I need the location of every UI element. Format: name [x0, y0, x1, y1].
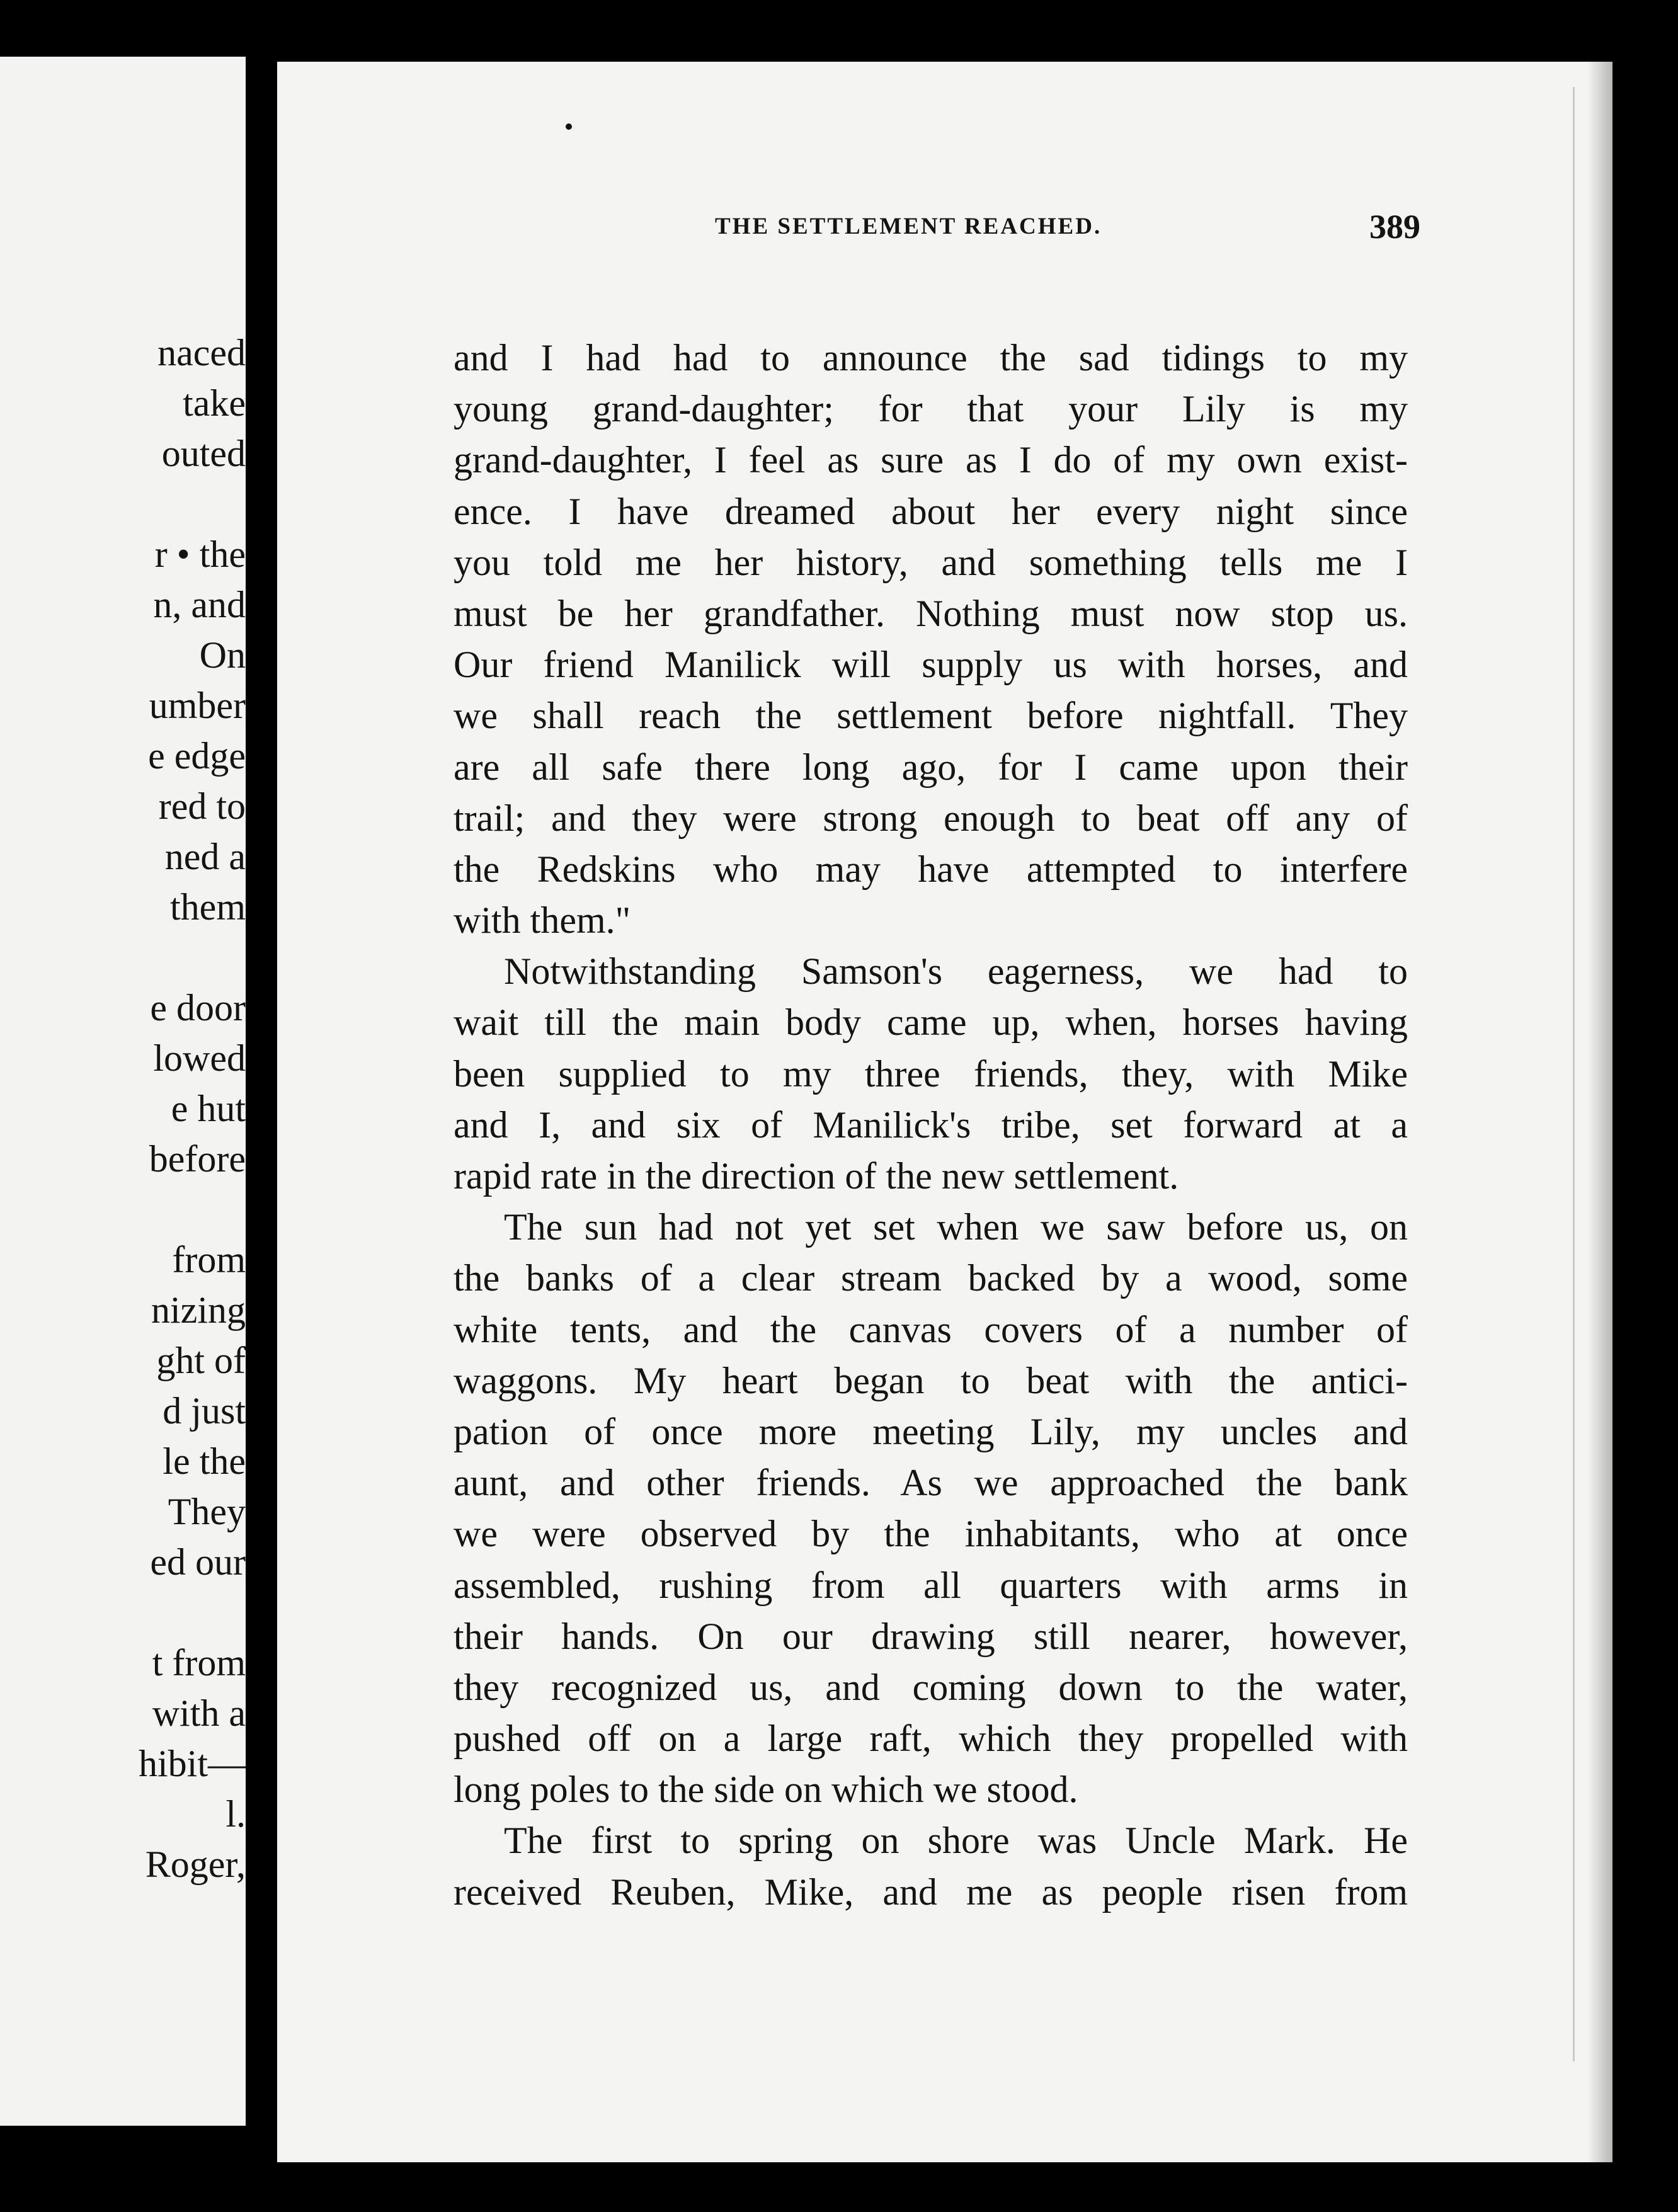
text-line: ence. I have dreamed about her every night since	[454, 490, 1408, 532]
text-line: trail; and they were strong enough to beat off any of	[454, 797, 1408, 839]
facing-page-line: ght of	[156, 1340, 246, 1381]
text-line: assembled, rushing from all quarters with arms in	[454, 1564, 1408, 1606]
text-line: waggons. My heart began to beat with the antici-	[454, 1359, 1408, 1401]
text-line: pation of once more meeting Lily, my uncles and	[454, 1410, 1408, 1452]
text-line: they recognized us, and coming down to the water,	[454, 1666, 1408, 1708]
page-body-text	[454, 333, 1408, 1918]
facing-page-line: ed our	[150, 1541, 246, 1583]
text-line: the banks of a clear stream backed by a wood, some	[454, 1257, 1408, 1299]
facing-page-line: n, and	[153, 584, 246, 625]
facing-page-line: before	[149, 1138, 246, 1180]
facing-page-left	[0, 57, 246, 2126]
facing-page-line: On	[199, 634, 246, 676]
text-line: aunt, and other friends. As we approached the bank	[454, 1462, 1408, 1504]
facing-page-line: r • the	[154, 533, 246, 575]
page-number: 389	[1369, 208, 1420, 246]
facing-page-line: take	[183, 382, 246, 424]
facing-page-line: from	[172, 1239, 246, 1280]
text-line: grand-daughter, I feel as sure as I do of my own exist-	[454, 439, 1408, 481]
text-line: we were observed by the inhabitants, who at once	[454, 1513, 1408, 1555]
text-line: rapid rate in the direction of the new settlement.	[454, 1155, 1179, 1197]
page-gutter-shadow	[1587, 62, 1612, 2162]
facing-page-line: lowed	[153, 1037, 246, 1079]
text-line: their hands. On our drawing still nearer, however,	[454, 1615, 1408, 1657]
facing-page-line: Roger,	[145, 1844, 246, 1885]
facing-page-line: them	[170, 886, 246, 928]
paragraph	[454, 1815, 1408, 1917]
text-line: Notwithstanding Samson's eagerness, we had to	[504, 950, 1408, 993]
text-line: been supplied to my three friends, they, with Mike	[454, 1052, 1408, 1095]
facing-page-line: le the	[163, 1440, 246, 1482]
text-line: wait till the main body came up, when, horses having	[454, 1001, 1408, 1044]
facing-page-line: red to	[158, 785, 246, 827]
text-line: pushed off on a large raft, which they propelled with	[454, 1718, 1408, 1760]
facing-page-line: nizing	[151, 1289, 246, 1331]
text-line: you told me her history, and something tells me I	[454, 541, 1408, 583]
facing-page-line: naced	[157, 332, 246, 373]
facing-page-line: e door	[150, 987, 246, 1029]
text-line: are all safe there long ago, for I came upon their	[454, 746, 1408, 788]
running-head-title: THE SETTLEMENT REACHED.	[715, 214, 1102, 239]
ink-speck	[566, 123, 572, 130]
facing-page-line: umber	[149, 685, 246, 726]
text-line: we shall reach the settlement before nightfall. They	[454, 695, 1408, 737]
page-edge	[1573, 87, 1575, 2061]
text-line: The first to spring on shore was Uncle Mark. He	[504, 1820, 1408, 1862]
paragraph	[454, 946, 1408, 1202]
paragraph	[454, 1202, 1408, 1815]
text-line: Our friend Manilick will supply us with horses, and	[454, 644, 1408, 686]
facing-page-line: ned a	[164, 836, 246, 877]
facing-page-line: with a	[152, 1692, 246, 1734]
facing-page-line: hibit—	[138, 1743, 246, 1784]
facing-page-line: e edge	[148, 735, 246, 777]
facing-page-line: d just	[163, 1390, 246, 1432]
text-line: white tents, and the canvas covers of a number of	[454, 1308, 1408, 1350]
text-line: and I had had to announce the sad tidings to my	[454, 337, 1408, 379]
text-line: with them."	[454, 899, 631, 942]
paragraph	[454, 333, 1408, 946]
text-line: The sun had not yet set when we saw before us, on	[504, 1206, 1408, 1248]
facing-page-line: e hut	[171, 1088, 246, 1129]
text-line: young grand-daughter; for that your Lily is my	[454, 388, 1408, 430]
text-line: the Redskins who may have attempted to interfere	[454, 848, 1408, 890]
text-line: received Reuben, Mike, and me as people risen from	[454, 1871, 1408, 1913]
running-head	[438, 202, 1420, 252]
text-line: long poles to the side on which we stood.	[454, 1769, 1078, 1811]
facing-page-line: l.	[225, 1793, 246, 1835]
text-line: must be her grandfather. Nothing must now stop us.	[454, 592, 1408, 634]
text-line: and I, and six of Manilick's tribe, set forward at a	[454, 1103, 1408, 1146]
facing-page-line: t from	[152, 1642, 246, 1684]
facing-page-line: outed	[161, 433, 246, 474]
facing-page-line: They	[168, 1491, 246, 1532]
